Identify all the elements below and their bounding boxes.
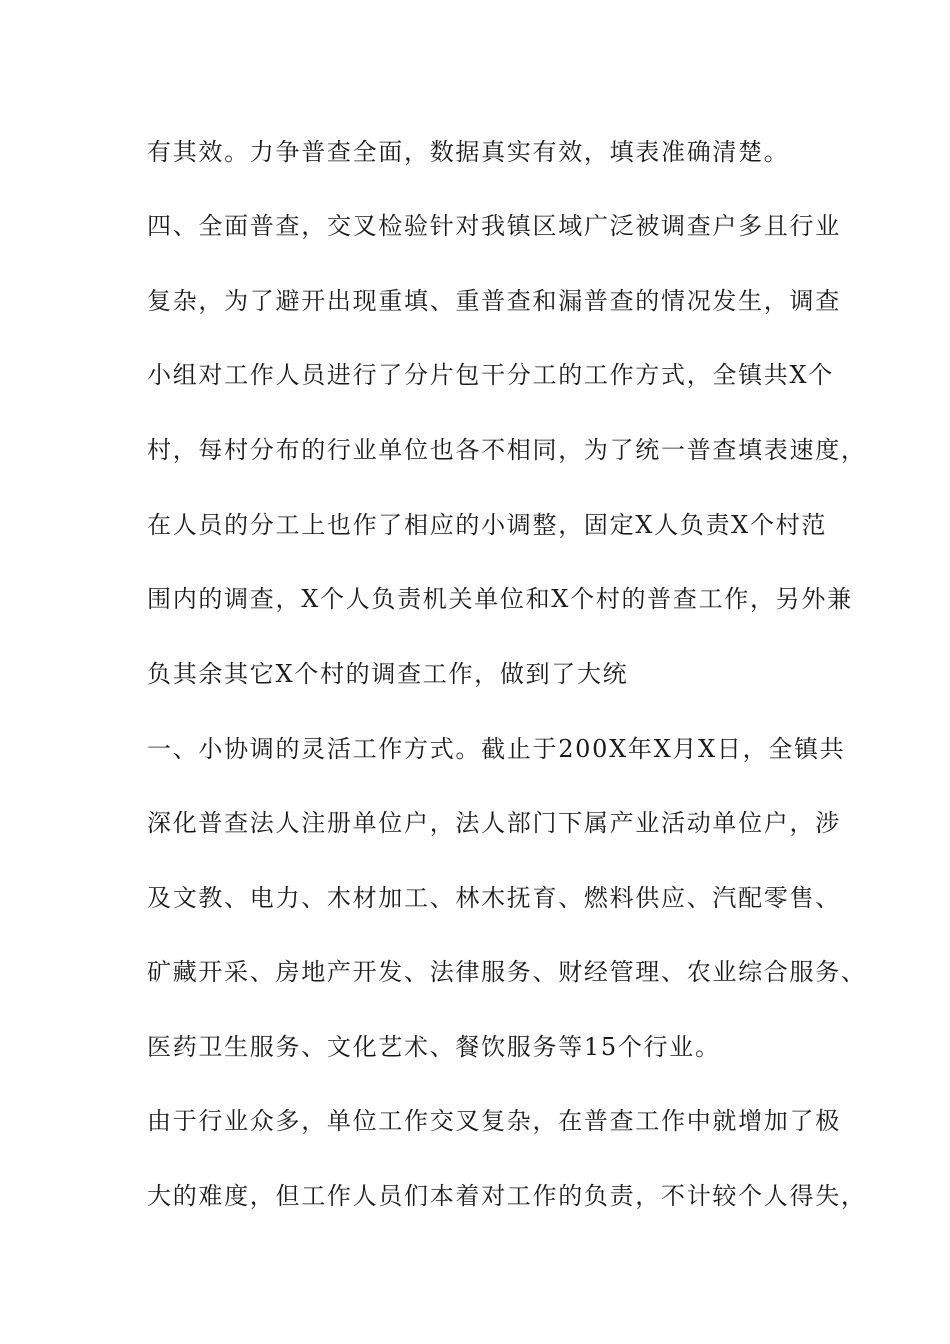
text-line: 及文教、电力、木材加工、林木抚育、燃料供应、汽配零售、 xyxy=(147,884,841,912)
text-line: 村，每村分布的行业单位也各不相同，为了统一普查填表速度， xyxy=(147,436,867,464)
text-line: 一、小协调的灵活工作方式。截止于200X年X月X日，全镇共 xyxy=(147,735,846,763)
text-line: 有其效。力争普查全面，数据真实有效，填表准确清楚。 xyxy=(147,138,790,166)
text-line: 由于行业众多，单位工作交叉复杂，在普查工作中就增加了极 xyxy=(147,1107,841,1135)
text-line: 深化普查法人注册单位户，法人部门下属产业活动单位户，涉 xyxy=(147,809,841,837)
text-line: 负其余其它X个村的调查工作，做到了大统 xyxy=(147,660,629,688)
text-line: 小组对工作人员进行了分片包干分工的工作方式，全镇共X个 xyxy=(147,361,834,389)
text-line: 矿藏开采、房地产开发、法律服务、财经管理、农业综合服务、 xyxy=(147,958,867,986)
text-line: 医药卫生服务、文化艺术、餐饮服务等15个行业。 xyxy=(147,1033,721,1061)
text-line: 在人员的分工上也作了相应的小调整，固定X人负责X个村范 xyxy=(147,511,828,539)
text-line: 围内的调查，X个人负责机关单位和X个村的普查工作，另外兼 xyxy=(147,585,853,613)
text-line: 复杂，为了避开出现重填、重普查和漏普查的情况发生，调查 xyxy=(147,287,841,315)
text-line: 四、全面普查，交叉检验针对我镇区域广泛被调查户多且行业 xyxy=(147,212,841,240)
text-line: 大的难度，但工作人员们本着对工作的负责，不计较个人得失， xyxy=(147,1182,867,1210)
